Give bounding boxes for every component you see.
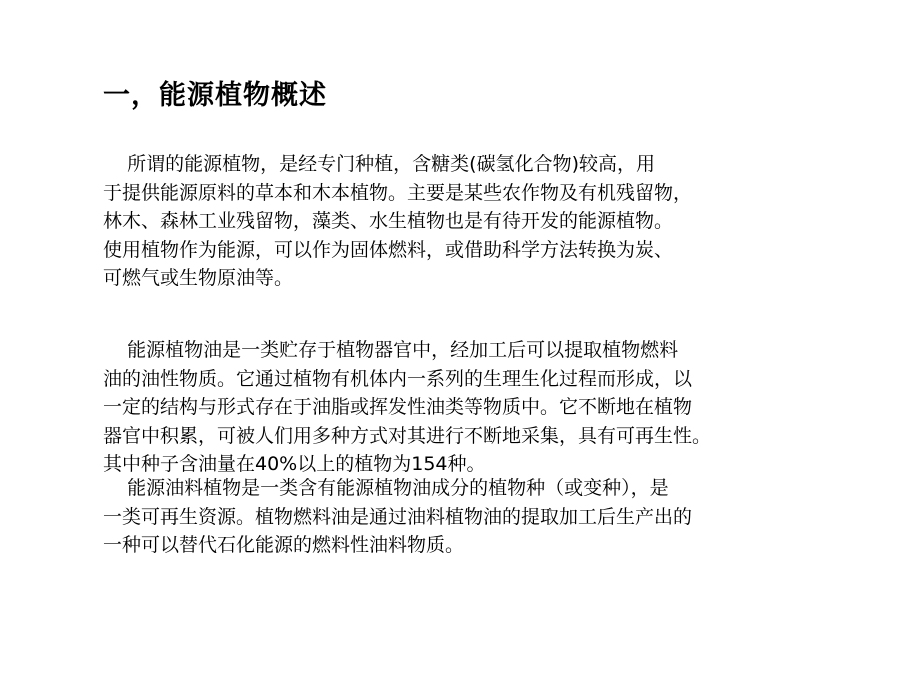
paragraph-plant-oil [103,336,823,479]
paragraph-line: 其中种子含油量在40%以上的植物为154种。 [103,453,486,475]
paragraph-line: 能源油料植物是一类含有能源植物油成分的植物种（或变种），是 [103,477,669,499]
paragraph-line: 可燃气或生物原油等。 [103,267,294,289]
paragraph-line: 使用植物作为能源，可以作为固体燃料，或借助科学方法转换为炭、 [103,238,674,261]
paragraph-energy-plants-definition [103,150,823,293]
paragraph-line: 一定的结构与形式存在于油脂或挥发性油类等物质中。它不断地在植物 [103,396,693,418]
paragraph-line: 于提供能源原料的草本和木本植物。主要是某些农作物及有机残留物， [103,181,693,204]
paragraph-line: 油的油性物质。它通过植物有机体内一系列的生理生化过程而形成，以 [103,367,693,390]
paragraph-line: 林木、森林工业残留物，藻类、水生植物也是有待开发的能源植物。 [103,210,674,232]
paragraph-line: 一种可以替代石化能源的燃料性油料物质。 [103,534,465,556]
paragraph-oil-plants [103,474,823,560]
paragraph-line: 一类可再生资源。植物燃料油是通过油料植物油的提取加工后生产出的 [103,505,693,528]
paragraph-line: 所谓的能源植物，是经专门种植，含糖类(碳氢化合物)较高，用 [103,153,655,175]
paragraph-line: 能源植物油是一类贮存于植物器官中，经加工后可以提取植物燃料 [103,339,679,361]
slide-heading: 一，能源植物概述 [103,80,327,111]
paragraph-line: 器官中积累，可被人们用多种方式对其进行不断地采集，具有可再生性。 [103,424,712,447]
